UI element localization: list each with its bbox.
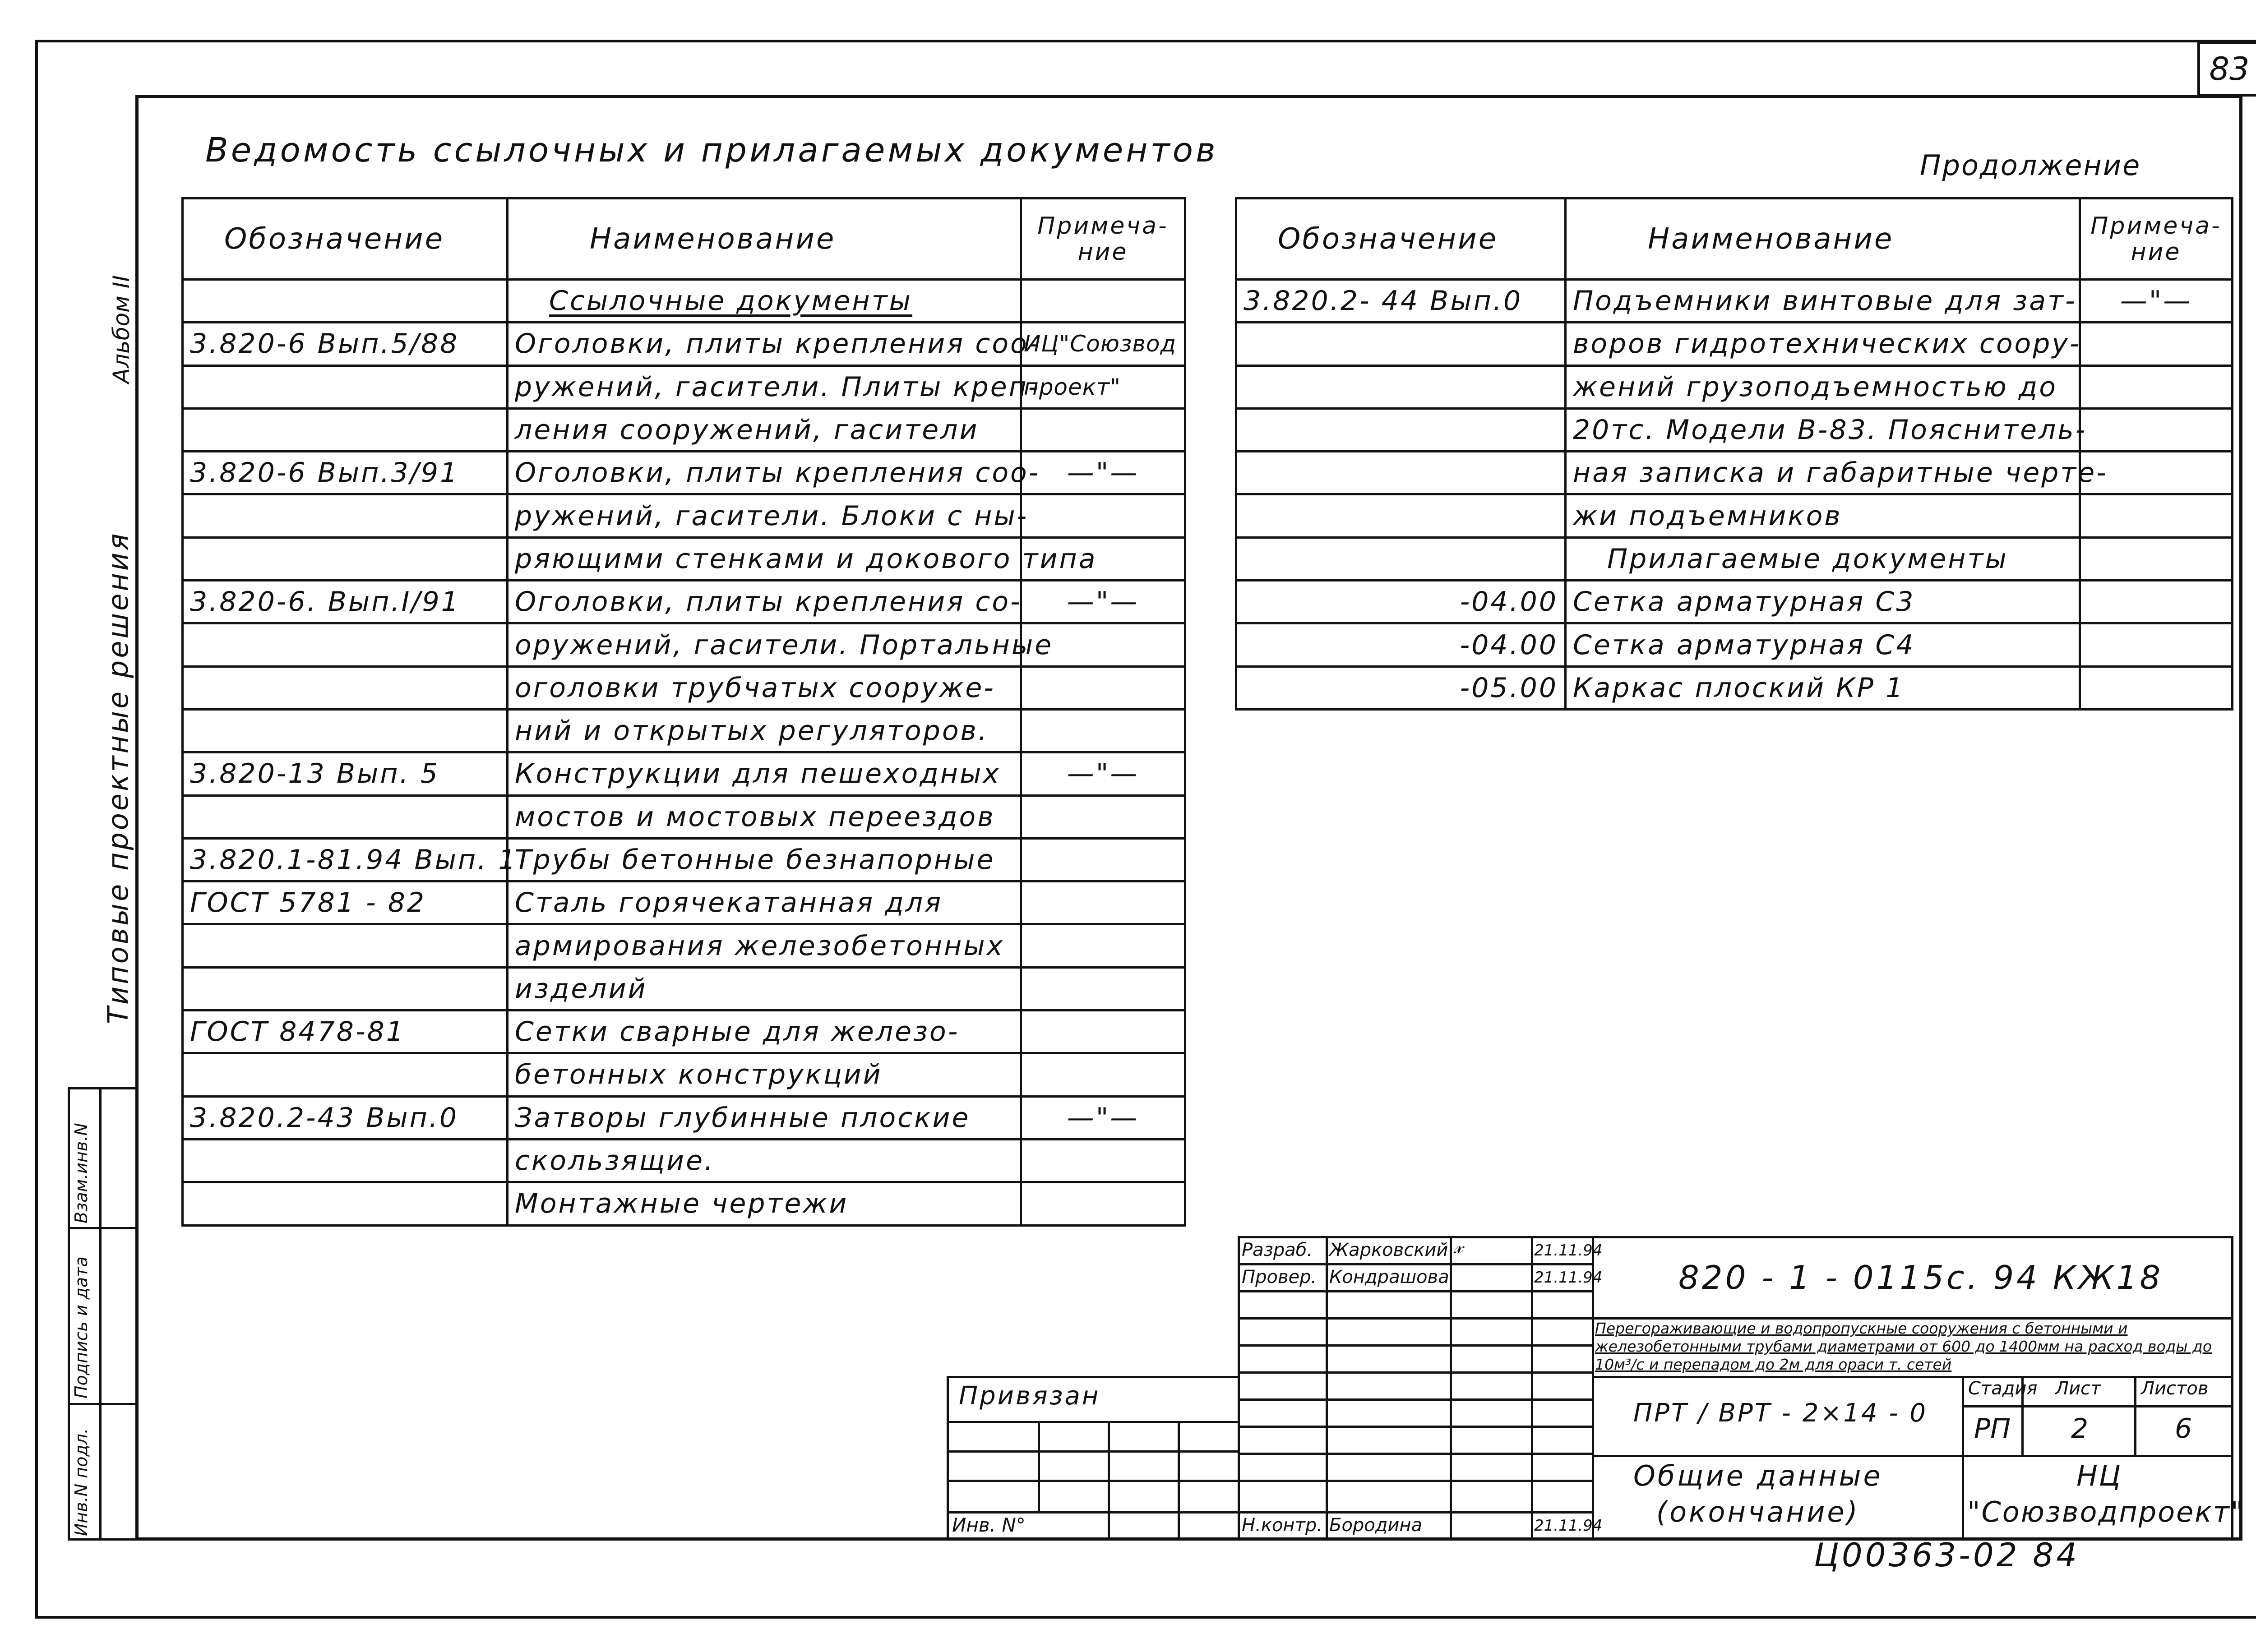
designation-cell: [183, 280, 508, 323]
note-cell: —"—: [2080, 280, 2233, 323]
designation-cell: [183, 537, 508, 580]
references-table-left: [181, 197, 1186, 1227]
designation-cell: [183, 666, 508, 709]
name-cell: Конструкции для пешеходных: [508, 752, 1021, 795]
note-cell: проект": [1021, 365, 1185, 408]
note-cell: [1021, 1182, 1185, 1225]
name-cell: Оголовки, плиты крепления соо-: [508, 452, 1021, 494]
table-row: [1236, 408, 2233, 451]
table-row: [183, 1053, 1185, 1096]
note-cell: [2080, 623, 2233, 666]
date-checker: 21.11.94: [1534, 1269, 1603, 1287]
table-row: [183, 1182, 1185, 1225]
name-checker: Кондрашова: [1329, 1267, 1449, 1287]
note-cell: [1021, 709, 1185, 752]
structure-code: ПРТ / ВРТ - 2×14 - 0: [1633, 1398, 1928, 1428]
note-cell: [2080, 666, 2233, 709]
name-cell: Затворы глубинные плоские: [508, 1096, 1021, 1139]
table-row: [183, 752, 1185, 795]
table-row: [183, 666, 1185, 709]
series-label: Типовые проектные решения: [102, 531, 134, 1024]
inv-number-label: Инв. N°: [952, 1514, 1026, 1536]
note-cell: [1021, 881, 1185, 924]
name-cell: Оголовки, плиты крепления соо-: [508, 323, 1021, 365]
name-cell: ная записка и габаритные черте-: [1566, 452, 2080, 494]
name-cell: Сетка арматурная С3: [1566, 581, 2080, 623]
note-cell: [1021, 1139, 1185, 1182]
name-cell: ружений, гасители. Плиты креп-: [508, 365, 1021, 408]
table-row: [1236, 537, 2233, 580]
table-row: [1236, 365, 2233, 408]
designation-cell: [1236, 365, 1566, 408]
note-cell: [1021, 666, 1185, 709]
note-cell: [1021, 280, 1185, 323]
stage-value: РП: [1974, 1413, 2011, 1444]
sheets-value: 6: [2175, 1413, 2192, 1444]
sign-date-label: Подпись и дата: [71, 1256, 91, 1398]
table-row: [183, 967, 1185, 1010]
date-developer: 21.11.94: [1534, 1241, 1603, 1260]
name-cell: Сетки сварные для железо-: [508, 1011, 1021, 1053]
table-row: [1236, 452, 2233, 494]
designation-cell: [183, 408, 508, 451]
name-cell: бетонных конструкций: [508, 1053, 1021, 1096]
references-table-right: [1235, 197, 2233, 711]
name-cell: жений грузоподъемностью до: [1566, 365, 2080, 408]
table-row: [183, 323, 1185, 365]
table-row: [183, 1139, 1185, 1182]
designation-cell: ГОСТ 5781 - 82: [183, 881, 508, 924]
sheet-value: 2: [2071, 1413, 2089, 1444]
designation-cell: 3.820-6 Вып.3/91: [183, 452, 508, 494]
designation-cell: [183, 1053, 508, 1096]
signature-developer: 𝓍: [1454, 1235, 1463, 1258]
note-cell: [1021, 1053, 1185, 1096]
table-row: [1236, 280, 2233, 323]
col-header-name: Наименование: [1566, 198, 2080, 280]
continuation-label: Продолжение: [1920, 149, 2141, 182]
designation-cell: [183, 795, 508, 838]
table-row: [183, 838, 1185, 881]
note-cell: [2080, 537, 2233, 580]
role-norm-control: Н.контр.: [1242, 1515, 1322, 1536]
attached-label: Привязан: [959, 1381, 1100, 1411]
designation-cell: [1236, 494, 1566, 537]
note-cell: [1021, 494, 1185, 537]
designation-cell: [183, 365, 508, 408]
table-row: [183, 623, 1185, 666]
designation-cell: [1236, 537, 1566, 580]
designation-cell: 3.820.1-81.94 Вып. 1: [183, 838, 508, 881]
note-cell: [1021, 795, 1185, 838]
col-header-designation: Обозначение: [183, 198, 508, 280]
designation-cell: [183, 924, 508, 967]
designation-cell: 3.820-13 Вып. 5: [183, 752, 508, 795]
note-cell: ИЦ"Союзвод: [1021, 323, 1185, 365]
note-cell: [1021, 1011, 1185, 1053]
name-cell: ления сооружений, гасители: [508, 408, 1021, 451]
sheet-title: Общие данные (окончание): [1633, 1459, 1883, 1528]
name-cell: изделий: [508, 967, 1021, 1010]
note-cell: —"—: [1021, 752, 1185, 795]
table-row: [1236, 494, 2233, 537]
table-row: [183, 881, 1185, 924]
name-cell: Ссылочные документы: [508, 280, 1021, 323]
designation-cell: [183, 967, 508, 1010]
table-row: [183, 280, 1185, 323]
designation-cell: [183, 623, 508, 666]
name-cell: оголовки трубчатых сооруже-: [508, 666, 1021, 709]
bottom-archive-code: Ц00363-02 84: [1814, 1536, 2080, 1574]
designation-cell: -04.00: [1236, 581, 1566, 623]
drawing-code: 820 - 1 - 0115с. 94 КЖ18: [1678, 1259, 2164, 1297]
table-row: [183, 537, 1185, 580]
note-cell: [2080, 408, 2233, 451]
note-cell: [1021, 838, 1185, 881]
designation-cell: 3.820-6. Вып.I/91: [183, 581, 508, 623]
name-cell: Трубы бетонные безнапорные: [508, 838, 1021, 881]
role-checker: Провер.: [1242, 1267, 1317, 1287]
table-row: [1236, 323, 2233, 365]
col-header-name: Наименование: [508, 198, 1021, 280]
designation-cell: -04.00: [1236, 623, 1566, 666]
name-cell: скользящие.: [508, 1139, 1021, 1182]
note-cell: —"—: [1021, 452, 1185, 494]
name-cell: ряющими стенками и докового типа: [508, 537, 1021, 580]
note-cell: [1021, 408, 1185, 451]
page-number: 83: [2197, 42, 2256, 97]
name-developer: Жарковский: [1329, 1240, 1448, 1260]
designation-cell: [1236, 408, 1566, 451]
designation-cell: 3.820.2- 44 Вып.0: [1236, 280, 1566, 323]
col-header-designation: Обозначение: [1236, 198, 1566, 280]
name-cell: Сталь горячекатанная для: [508, 881, 1021, 924]
table-row: [183, 709, 1185, 752]
designation-cell: [183, 709, 508, 752]
designation-cell: -05.00: [1236, 666, 1566, 709]
name-cell: Подъемники винтовые для зат-: [1566, 280, 2080, 323]
designation-cell: [1236, 323, 1566, 365]
designation-cell: [1236, 452, 1566, 494]
name-cell: жи подъемников: [1566, 494, 2080, 537]
designation-cell: [183, 1139, 508, 1182]
sheets-label: Листов: [2141, 1378, 2209, 1399]
table-row: [183, 1096, 1185, 1139]
designation-cell: 3.820-6 Вып.5/88: [183, 323, 508, 365]
designation-cell: [183, 494, 508, 537]
name-cell: 20тс. Модели В-83. Пояснитель-: [1566, 408, 2080, 451]
name-cell: ружений, гасители. Блоки с ны-: [508, 494, 1021, 537]
name-cell: Каркас плоский КР 1: [1566, 666, 2080, 709]
note-cell: [1021, 924, 1185, 967]
table-row: [1236, 666, 2233, 709]
name-cell: Прилагаемые документы: [1566, 537, 2080, 580]
name-cell: воров гидротехнических соору-: [1566, 323, 2080, 365]
note-cell: [2080, 494, 2233, 537]
note-cell: [2080, 323, 2233, 365]
sheet-label: Лист: [2055, 1378, 2101, 1399]
table-row: [183, 795, 1185, 838]
note-cell: [2080, 581, 2233, 623]
designation-cell: 3.820.2-43 Вып.0: [183, 1096, 508, 1139]
note-cell: [1021, 967, 1185, 1010]
name-cell: Оголовки, плиты крепления со-: [508, 581, 1021, 623]
name-cell: мостов и мостовых переездов: [508, 795, 1021, 838]
table-row: [183, 581, 1185, 623]
document-title: Ведомость ссылочных и прилагаемых документов: [205, 131, 1218, 170]
role-developer: Разраб.: [1242, 1240, 1313, 1260]
table-row: [183, 452, 1185, 494]
album-label: Альбом II: [108, 275, 134, 383]
project-description: Перегораживающие и водопропускные сооружения с бетонными и железобетонными трубами диаметрами от 600 до 1400мм на расход воды до 10м³/с и перепадом до 2м для ораси т. сетей: [1595, 1320, 2212, 1373]
stage-label: Стадия: [1968, 1378, 2038, 1399]
name-cell: Монтажные чертежи: [508, 1182, 1021, 1225]
col-header-note: Примеча- ние: [1021, 198, 1185, 280]
table-row: [183, 408, 1185, 451]
table-row: [183, 494, 1185, 537]
table-row: [183, 1011, 1185, 1053]
inv-orig-label: Инв.N подл.: [71, 1428, 91, 1536]
table-row: [1236, 581, 2233, 623]
note-cell: —"—: [1021, 581, 1185, 623]
note-cell: —"—: [1021, 1096, 1185, 1139]
note-cell: [2080, 365, 2233, 408]
table-row: [1236, 623, 2233, 666]
name-cell: армирования железобетонных: [508, 924, 1021, 967]
designation-cell: [183, 1182, 508, 1225]
name-cell: ний и открытых регуляторов.: [508, 709, 1021, 752]
replace-inv-label: Взам.инв.N: [71, 1123, 91, 1223]
name-norm-control: Бородина: [1329, 1515, 1423, 1536]
name-cell: оружений, гасители. Портальные: [508, 623, 1021, 666]
col-header-note: Примеча- ние: [2080, 198, 2233, 280]
designation-cell: ГОСТ 8478-81: [183, 1011, 508, 1053]
organization: НЦ "Союзводпроект": [1967, 1459, 2245, 1528]
name-cell: Сетка арматурная С4: [1566, 623, 2080, 666]
date-norm-control: 21.11.94: [1534, 1517, 1603, 1535]
table-row: [183, 924, 1185, 967]
table-row: [183, 365, 1185, 408]
